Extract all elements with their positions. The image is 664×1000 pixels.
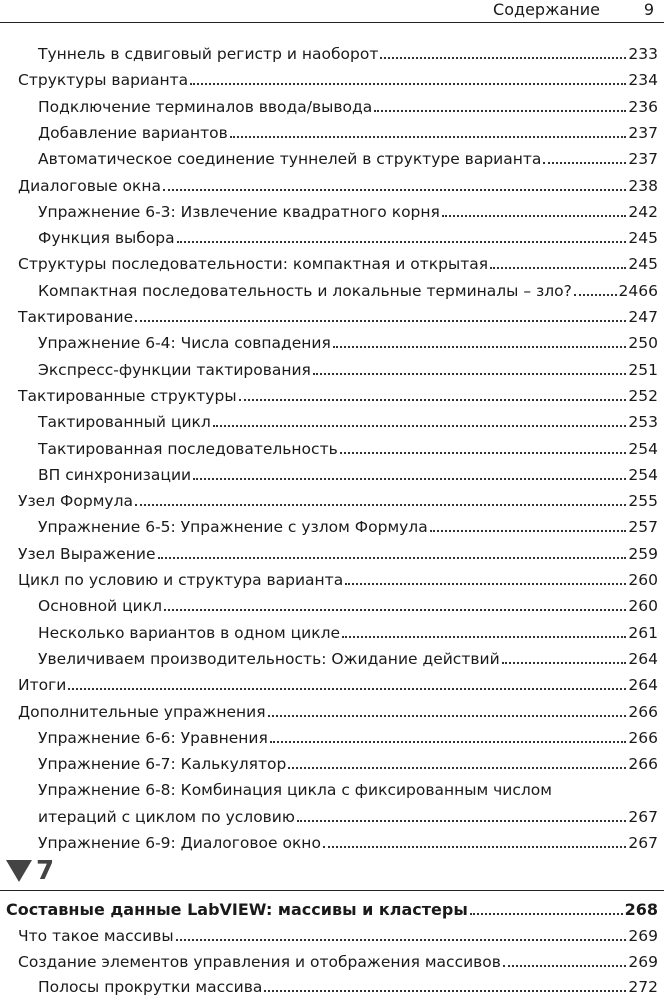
toc-entry bbox=[18, 568, 658, 592]
dot-leader bbox=[490, 266, 626, 269]
toc-entry-page: 238 bbox=[628, 176, 658, 195]
toc-entry bbox=[38, 331, 658, 355]
toc-entry-title: Добавление вариантов bbox=[38, 123, 228, 142]
triangle-icon bbox=[6, 860, 32, 882]
toc-entry-page: 245 bbox=[628, 255, 658, 274]
toc-entry bbox=[18, 68, 658, 92]
toc-entry-title: Упражнение 6-3: Извлечение квадратного корня bbox=[38, 202, 440, 221]
toc-entry-title: Тактированный цикл bbox=[38, 413, 211, 432]
toc-entry-title: Увеличиваем производительность: Ожидание действий bbox=[38, 649, 500, 668]
toc-entry-title: Подключение терминалов ввода/вывода bbox=[38, 97, 373, 116]
dot-leader bbox=[574, 293, 617, 296]
dot-leader bbox=[270, 740, 627, 743]
dot-leader bbox=[135, 319, 626, 322]
dot-leader bbox=[158, 556, 627, 559]
toc-entry bbox=[38, 594, 658, 618]
toc-entry-title: ВП синхронизации bbox=[38, 465, 192, 484]
dot-leader bbox=[442, 214, 627, 217]
toc-entry-page: 254 bbox=[628, 439, 658, 458]
toc-entry-page: 245 bbox=[628, 229, 658, 248]
toc-entry-title: Узел Формула bbox=[18, 492, 133, 511]
dot-leader bbox=[502, 661, 627, 664]
toc-entry bbox=[38, 200, 658, 224]
toc-entry-page: 272 bbox=[628, 978, 658, 996]
header-section-title: Содержание bbox=[493, 0, 600, 19]
toc-entry-page: 266 bbox=[628, 728, 658, 747]
toc-entry-title-line2: итераций с циклом по условию bbox=[38, 807, 295, 826]
toc-entry-title-line1: Упражнение 6-8: Комбинация цикла с фиксированным числом bbox=[38, 781, 552, 800]
dot-leader bbox=[135, 503, 626, 506]
header-page-number: 9 bbox=[643, 0, 654, 19]
toc-entry bbox=[38, 42, 658, 66]
toc-entry-title: Упражнение 6-5: Упражнение с узлом Формула bbox=[38, 518, 428, 537]
toc-entry bbox=[18, 174, 658, 198]
toc-entry-title: Упражнение 6-7: Калькулятор bbox=[38, 755, 287, 774]
dot-leader bbox=[297, 819, 626, 822]
toc-entry-title: Диалоговые окна bbox=[18, 176, 162, 195]
toc-entry-page: 254 bbox=[628, 465, 658, 484]
dot-leader bbox=[374, 109, 626, 112]
dot-leader bbox=[68, 687, 626, 690]
toc-entry-title: Составные данные LabVIEW: массивы и кластеры bbox=[6, 900, 468, 919]
toc-entry-page: 267 bbox=[628, 807, 658, 826]
toc-entry-title: Компактная последовательность и локальные терминалы – зло? bbox=[38, 281, 572, 300]
toc-entry bbox=[38, 358, 658, 382]
toc-entry bbox=[18, 384, 658, 408]
toc-entry-title: Упражнение 6-9: Диалоговое окно bbox=[38, 834, 321, 852]
toc-entry-page: 260 bbox=[628, 571, 658, 589]
toc-entry-title: Автоматическое соединение туннелей в структуре варианта bbox=[38, 150, 542, 169]
toc-entry-title: Упражнение 6-4: Числа совпадения bbox=[38, 334, 331, 353]
chapter-number: 7 bbox=[36, 856, 55, 886]
toc-entry bbox=[6, 898, 658, 922]
toc-entry bbox=[18, 252, 658, 276]
dot-leader bbox=[164, 608, 626, 611]
toc-entry-page: 257 bbox=[628, 518, 658, 537]
toc-entry-title: Создание элементов управления и отображения массивов bbox=[18, 952, 501, 971]
toc-entry bbox=[38, 726, 658, 750]
dot-leader bbox=[503, 964, 626, 967]
toc-entry bbox=[18, 305, 658, 329]
toc-entry-title: Экспресс-функции тактирования bbox=[38, 360, 311, 379]
chapter-divider bbox=[0, 890, 664, 891]
dot-leader bbox=[268, 714, 627, 717]
toc-entry-title: Итоги bbox=[18, 676, 67, 695]
toc-entry bbox=[38, 410, 658, 434]
toc-entry bbox=[38, 463, 658, 487]
toc-entry-title: Функция выбора bbox=[38, 229, 175, 248]
toc-entry-title: Упражнение 6-6: Уравнения bbox=[38, 728, 268, 747]
toc-entry-page: 260 bbox=[628, 597, 658, 616]
toc-entry-page: 2466 bbox=[618, 281, 658, 300]
toc-entry bbox=[38, 226, 658, 250]
dot-leader bbox=[342, 635, 626, 638]
toc-entry-page: 266 bbox=[628, 702, 658, 721]
toc-entry bbox=[38, 121, 658, 145]
toc-entry-title: Структуры последовательности: компактная и открытая bbox=[18, 255, 489, 274]
toc-entry-title: Дополнительные упражнения bbox=[18, 702, 266, 721]
toc-entry-page: 259 bbox=[628, 544, 658, 563]
toc-entry bbox=[18, 673, 658, 697]
dot-leader bbox=[190, 82, 626, 85]
toc-entry-page: 253 bbox=[628, 413, 658, 432]
toc-entry-title: Тактирование bbox=[18, 308, 134, 326]
toc-entry-page: 250 bbox=[628, 334, 658, 353]
dot-leader bbox=[213, 424, 627, 427]
dot-leader bbox=[313, 372, 627, 375]
dot-leader bbox=[163, 188, 626, 191]
toc-entry-title: Узел Выражение bbox=[18, 544, 156, 563]
toc-entry bbox=[38, 147, 658, 171]
toc-entry bbox=[38, 975, 658, 999]
dot-leader bbox=[239, 398, 627, 401]
toc-entry bbox=[38, 437, 658, 461]
dot-leader bbox=[345, 582, 626, 585]
toc-entry-title: Полосы прокрутки массива bbox=[38, 978, 263, 996]
toc-entry bbox=[38, 831, 658, 855]
toc-entry-page: 236 bbox=[628, 97, 658, 116]
toc-entry bbox=[18, 700, 658, 724]
toc-entry-page: 255 bbox=[628, 492, 658, 511]
dot-leader bbox=[543, 161, 626, 164]
toc-entry bbox=[38, 621, 658, 645]
toc-entry-page: 269 bbox=[628, 927, 658, 945]
toc-entry-title: Структуры варианта bbox=[18, 71, 189, 90]
toc-entry-page: 261 bbox=[628, 623, 658, 642]
toc-entry-title: Тактированные структуры bbox=[18, 386, 237, 405]
toc-entry bbox=[18, 542, 658, 566]
toc-entry-page: 269 bbox=[628, 952, 658, 971]
toc-entry-page: 237 bbox=[628, 123, 658, 142]
toc-entry-page: 247 bbox=[628, 308, 658, 326]
dot-leader bbox=[288, 766, 626, 769]
toc-entry-page: 267 bbox=[628, 834, 658, 852]
toc-entry bbox=[38, 515, 658, 539]
toc-entry-page: 264 bbox=[628, 676, 658, 695]
chapter-marker bbox=[6, 856, 54, 886]
toc-entry-title: Туннель в сдвиговый регистр и наоборот bbox=[38, 45, 379, 63]
toc-entry bbox=[38, 752, 658, 776]
toc-entry-page: 268 bbox=[624, 900, 658, 919]
toc-entry bbox=[18, 950, 658, 974]
toc-entry-title: Тактированная последовательность bbox=[38, 439, 338, 458]
dot-leader bbox=[193, 477, 626, 480]
dot-leader bbox=[176, 938, 627, 941]
dot-leader bbox=[340, 451, 627, 454]
toc-entry bbox=[38, 647, 658, 671]
toc-entry bbox=[38, 279, 658, 303]
dot-leader bbox=[323, 845, 626, 848]
running-header bbox=[0, 0, 664, 23]
dot-leader bbox=[380, 56, 626, 59]
dot-leader bbox=[264, 989, 626, 992]
toc-entry-title: Что такое массивы bbox=[18, 927, 174, 945]
dot-leader bbox=[470, 912, 623, 915]
toc-entry bbox=[38, 95, 658, 119]
toc-entry bbox=[18, 489, 658, 513]
toc-entry bbox=[38, 805, 658, 829]
toc-entry-page: 234 bbox=[628, 71, 658, 90]
toc-entry-page: 252 bbox=[628, 386, 658, 405]
toc-entry-page: 237 bbox=[628, 150, 658, 169]
toc-entry-page: 251 bbox=[628, 360, 658, 379]
dot-leader bbox=[333, 345, 627, 348]
toc-entry-page: 264 bbox=[628, 649, 658, 668]
dot-leader bbox=[430, 529, 627, 532]
toc-entry-page: 233 bbox=[628, 45, 658, 63]
toc-entry-title: Цикл по условию и структура варианта bbox=[18, 571, 344, 589]
toc-entry-page: 266 bbox=[628, 755, 658, 774]
toc-entry-page: 242 bbox=[628, 202, 658, 221]
toc-entry-title: Несколько вариантов в одном цикле bbox=[38, 623, 341, 642]
toc-entry bbox=[18, 924, 658, 948]
dot-leader bbox=[177, 240, 627, 243]
dot-leader bbox=[230, 135, 627, 138]
toc-entry-title: Основной цикл bbox=[38, 597, 162, 616]
